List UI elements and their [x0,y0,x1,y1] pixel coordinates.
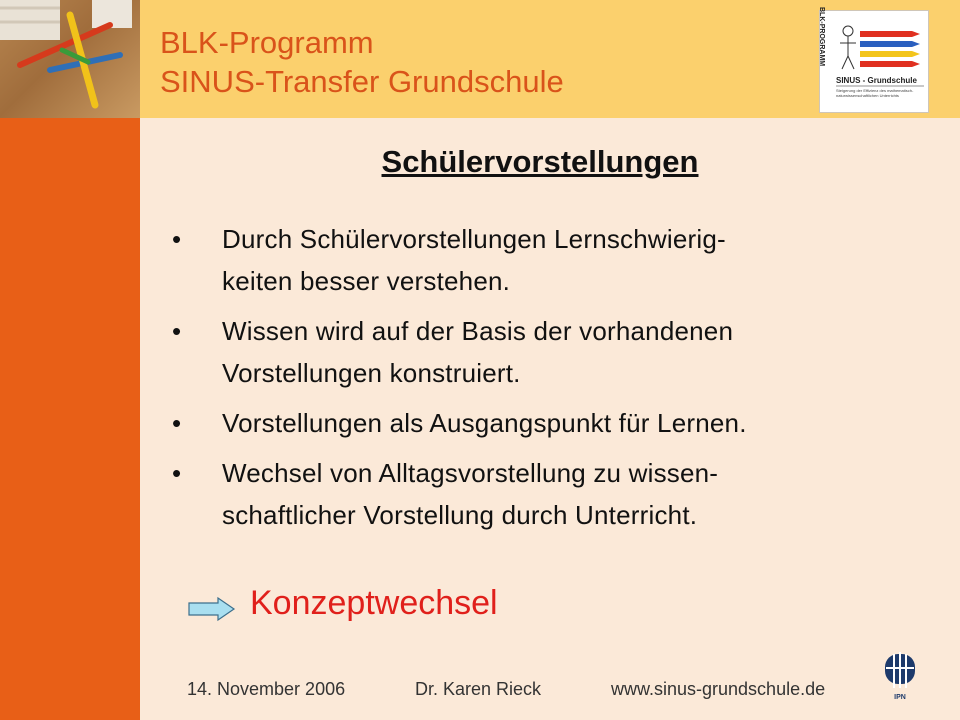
bullet-item [172,452,912,536]
bullet-line: Durch Schülervorstellungen Lernschwierig- [222,224,726,254]
bullet-line: Vorstellungen als Ausgangspunkt für Lernen. [222,408,747,438]
bullet-line: keiten besser verstehen. [222,266,511,296]
sinus-logo-icon [818,7,929,113]
program-subtitle: SINUS-Transfer Grundschule [160,64,564,99]
svg-text:BLK-PROGRAMM: BLK-PROGRAMM [818,7,825,67]
ipn-logo-icon [880,648,920,709]
bullet-list [172,218,912,544]
footer-url[interactable]: www.sinus-grundschule.de [611,679,826,699]
slide-title-wrap [140,144,940,180]
bullet-dot: • [172,316,182,346]
bullet-dot: • [172,408,182,438]
bullet-line: Wissen wird auf der Basis der vorhandenen [222,316,734,346]
svg-text:SINUS - Grundschule: SINUS - Grundschule [836,76,917,85]
left-accent-bar [0,118,140,720]
bullet-item [172,310,912,394]
bullet-dot: • [172,458,182,488]
bullet-item [172,402,912,444]
program-title: BLK-Programm [160,25,374,60]
bullet-line: schaftlicher Vorstellung durch Unterricht. [222,500,698,530]
logo-tagline: Steigerung der Effizienz des mathematisch-naturwissenschaftlichen Unterrichts [836,88,914,98]
bullet-line: Wechsel von Alltagsvorstellung zu wissen- [222,458,719,488]
conclusion-text: Konzeptwechsel [250,584,498,622]
svg-text:IPN: IPN [894,694,906,701]
bullet-line: Vorstellungen konstruiert. [222,358,521,388]
footer-date: 14. November 2006 [187,679,346,699]
bullet-item [172,218,912,302]
slide-title: Schülervorstellungen [381,144,699,179]
bullet-dot: • [172,224,182,254]
header-photo [0,0,140,118]
footer-author: Dr. Karen Rieck [415,679,542,699]
arrow-right-icon [188,597,236,626]
